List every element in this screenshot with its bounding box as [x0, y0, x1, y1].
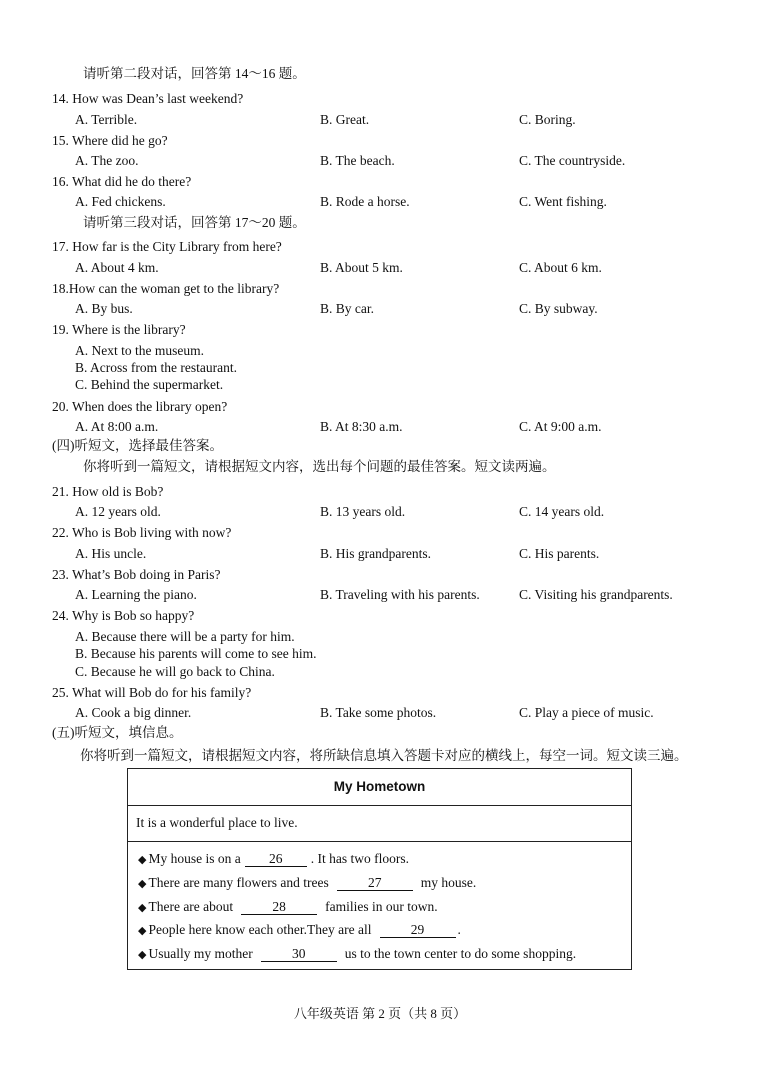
diamond-bullet-icon: ◆: [138, 901, 147, 914]
table-title-row: [128, 769, 631, 806]
section-5-heading: (五)听短文，填信息。: [52, 725, 183, 740]
item-text-after: us to the town center to do some shopping.: [344, 946, 577, 961]
table-subtitle-row: [128, 805, 631, 842]
question-20: 20. When does the library open?: [52, 399, 228, 414]
question-14: 14. How was Dean’s last weekend?: [52, 91, 244, 106]
option-b: B. Because his parents will come to see him.: [75, 646, 317, 661]
option-b: B. Great.: [320, 112, 370, 127]
item-text-before: People here know each other.They are all: [148, 922, 372, 937]
list-item: [138, 899, 438, 915]
option-b: B. About 5 km.: [320, 260, 403, 275]
item-text-after: my house.: [420, 875, 477, 890]
section-5-instruction: 你将听到一篇短文，请根据短文内容，将所缺信息填入答题卡对应的横线上，每空一词。短文读三遍。: [80, 748, 688, 763]
table-title: My Hometown: [333, 779, 426, 794]
option-b: B. Take some photos.: [320, 705, 437, 720]
option-a: A. 12 years old.: [75, 504, 161, 519]
option-a: A. Next to the museum.: [75, 343, 204, 358]
diamond-bullet-icon: ◆: [138, 924, 147, 937]
option-c: C. 14 years old.: [519, 504, 605, 519]
section-4-heading: (四)听短文，选择最佳答案。: [52, 438, 223, 453]
option-c: C. At 9:00 a.m.: [519, 419, 602, 434]
option-a: A. Terrible.: [75, 112, 138, 127]
option-c: C. Play a piece of music.: [519, 705, 654, 720]
item-text-after: . It has two floors.: [310, 851, 409, 866]
question-15: 15. Where did he go?: [52, 133, 168, 148]
list-item: [138, 851, 409, 867]
part2-instruction: 请听第二段对话，回答第 14～16 题。: [83, 66, 306, 81]
option-a: A. Learning the piano.: [75, 587, 197, 602]
question-23: 23. What’s Bob doing in Paris?: [52, 567, 221, 582]
list-item: [138, 946, 576, 962]
table-subtitle: It is a wonderful place to live.: [136, 815, 298, 830]
question-22: 22. Who is Bob living with now?: [52, 525, 232, 540]
list-item: [138, 922, 461, 938]
part3-instruction: 请听第三段对话，回答第 17～20 题。: [83, 215, 306, 230]
item-text-before: My house is on a: [148, 851, 241, 866]
answer-blank: 26: [245, 852, 307, 867]
hometown-table: [127, 768, 632, 970]
option-b: B. Across from the restaurant.: [75, 360, 237, 375]
option-a: A. About 4 km.: [75, 260, 159, 275]
option-a: A. By bus.: [75, 301, 133, 316]
diamond-bullet-icon: ◆: [138, 877, 147, 890]
item-text-after: families in our town.: [325, 899, 438, 914]
answer-blank: 29: [380, 923, 456, 938]
option-a: A. His uncle.: [75, 546, 147, 561]
option-a: A. Cook a big dinner.: [75, 705, 192, 720]
option-c: C. Went fishing.: [519, 194, 607, 209]
question-17: 17. How far is the City Library from here?: [52, 239, 282, 254]
question-21: 21. How old is Bob?: [52, 484, 164, 499]
diamond-bullet-icon: ◆: [138, 948, 147, 961]
option-b: B. 13 years old.: [320, 504, 406, 519]
option-b: B. At 8:30 a.m.: [320, 419, 403, 434]
question-24: 24. Why is Bob so happy?: [52, 608, 195, 623]
item-text-before: There are about: [148, 899, 234, 914]
question-16: 16. What did he do there?: [52, 174, 192, 189]
diamond-bullet-icon: ◆: [138, 853, 147, 866]
option-c: C. The countryside.: [519, 153, 626, 168]
item-text-after: .: [457, 922, 461, 937]
option-a: A. The zoo.: [75, 153, 139, 168]
option-c: C. By subway.: [519, 301, 598, 316]
option-b: B. His grandparents.: [320, 546, 431, 561]
option-c: C. His parents.: [519, 546, 600, 561]
option-b: B. By car.: [320, 301, 374, 316]
option-c: C. Because he will go back to China.: [75, 664, 275, 679]
answer-blank: 30: [261, 947, 337, 962]
question-25: 25. What will Bob do for his family?: [52, 685, 252, 700]
page-footer: 八年级英语 第 2 页（共 8 页）: [293, 1006, 467, 1021]
option-b: B. The beach.: [320, 153, 395, 168]
item-text-before: Usually my mother: [148, 946, 253, 961]
item-text-before: There are many flowers and trees: [148, 875, 329, 890]
option-c: C. Boring.: [519, 112, 576, 127]
option-c: C. Visiting his grandparents.: [519, 587, 673, 602]
option-b: B. Traveling with his parents.: [320, 587, 480, 602]
question-19: 19. Where is the library?: [52, 322, 186, 337]
option-c: C. About 6 km.: [519, 260, 602, 275]
question-18: 18.How can the woman get to the library?: [52, 281, 280, 296]
option-b: B. Rode a horse.: [320, 194, 410, 209]
answer-blank: 28: [241, 900, 317, 915]
option-a: A. Fed chickens.: [75, 194, 166, 209]
option-a: A. Because there will be a party for him.: [75, 629, 295, 644]
answer-blank: 27: [337, 876, 413, 891]
list-item: [138, 875, 476, 891]
option-a: A. At 8:00 a.m.: [75, 419, 159, 434]
section-4-instruction: 你将听到一篇短文，请根据短文内容，选出每个问题的最佳答案。短文读两遍。: [83, 459, 556, 474]
option-c: C. Behind the supermarket.: [75, 377, 224, 392]
